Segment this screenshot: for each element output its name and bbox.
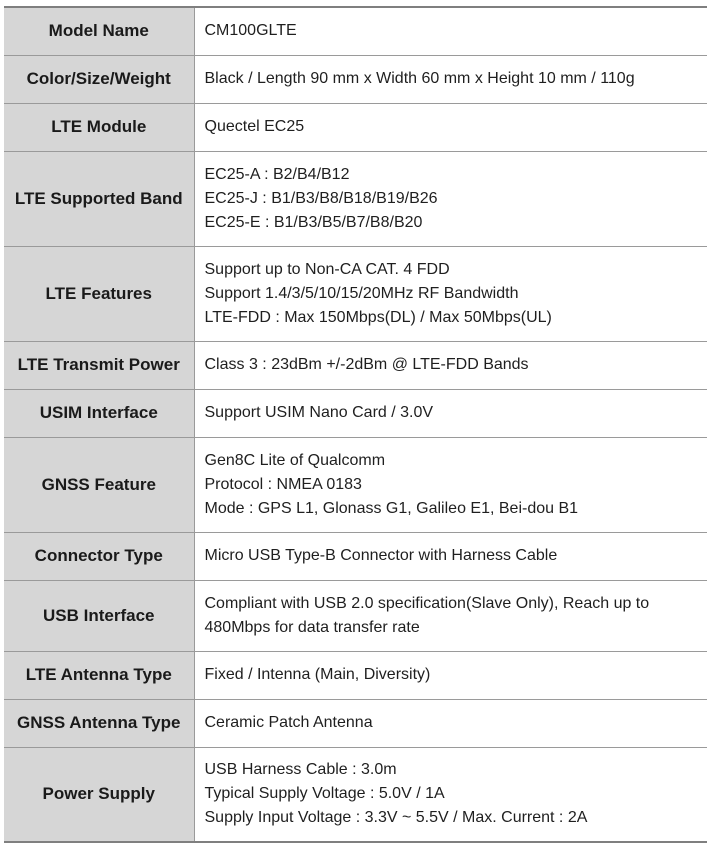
spec-row-gnss-feature (4, 437, 707, 532)
row-label: LTE Features (4, 246, 194, 341)
row-value (194, 341, 707, 389)
value-line: Support USIM Nano Card / 3.0V (204, 404, 434, 421)
row-value (194, 151, 707, 246)
row-label: LTE Transmit Power (4, 341, 194, 389)
row-label: LTE Supported Band (4, 151, 194, 246)
spec-row-lte-supported-band (4, 151, 707, 246)
value-line: Typical Supply Voltage : 5.0V / 1A (204, 785, 445, 803)
value-line: Support up to Non-CA CAT. 4 FDD (204, 260, 450, 278)
row-label: LTE Antenna Type (4, 651, 194, 699)
row-label: Color/Size/Weight (4, 55, 194, 103)
spec-row-lte-features (4, 246, 707, 341)
row-value (194, 437, 707, 532)
value-line: Micro USB Type-B Connector with Harness Cable (204, 547, 558, 564)
value-line: LTE-FDD : Max 150Mbps(DL) / Max 50Mbps(UL) (204, 308, 552, 326)
row-label: USIM Interface (4, 389, 194, 437)
value-line: Fixed / Intenna (Main, Diversity) (204, 666, 431, 683)
spec-row-power-supply (4, 747, 707, 842)
value-line: CM100GLTE (204, 22, 297, 40)
value-line: Compliant with USB 2.0 specification(Slave Only), Reach up to (204, 594, 650, 612)
value-line: EC25-E : B1/B3/B5/B7/B8/B20 (204, 213, 423, 231)
spec-row-model-name (4, 7, 707, 55)
spec-row-lte-transmit-power (4, 341, 707, 389)
value-line: Supply Input Voltage : 3.3V ~ 5.5V / Max. Current : 2A (204, 809, 588, 827)
row-label: Connector Type (4, 532, 194, 580)
row-value (194, 747, 707, 842)
value-line: Protocol : NMEA 0183 (204, 475, 362, 493)
value-line: Black / Length 90 mm x Width 60 mm x Height 10 mm / 110g (204, 70, 635, 87)
spec-row-color-size-weight (4, 55, 707, 103)
value-line: Ceramic Patch Antenna (204, 714, 373, 731)
row-label: Power Supply (4, 747, 194, 842)
spec-row-lte-module (4, 103, 707, 151)
spec-row-usb-interface (4, 580, 707, 651)
row-value (194, 103, 707, 151)
row-label: Model Name (4, 7, 194, 55)
value-line: EC25-J : B1/B3/B8/B18/B19/B26 (204, 189, 438, 207)
row-value (194, 246, 707, 341)
value-line: Quectel EC25 (204, 118, 305, 135)
row-value (194, 389, 707, 437)
value-line: USB Harness Cable : 3.0m (204, 761, 397, 779)
row-label: GNSS Antenna Type (4, 699, 194, 747)
value-line: Mode : GPS L1, Glonass G1, Galileo E1, Bei-dou B1 (204, 499, 579, 517)
spec-table (4, 6, 707, 843)
row-value (194, 55, 707, 103)
row-label: LTE Module (4, 103, 194, 151)
row-value (194, 532, 707, 580)
spec-row-gnss-antenna-type (4, 699, 707, 747)
spec-row-usim-interface (4, 389, 707, 437)
row-value (194, 7, 707, 55)
value-line: EC25-A : B2/B4/B12 (204, 165, 350, 183)
row-value (194, 580, 707, 651)
row-label: USB Interface (4, 580, 194, 651)
value-line: Support 1.4/3/5/10/15/20MHz RF Bandwidth (204, 284, 519, 302)
value-line: Class 3 : 23dBm +/-2dBm @ LTE-FDD Bands (204, 356, 529, 373)
spec-row-lte-antenna-type (4, 651, 707, 699)
row-value (194, 651, 707, 699)
row-label: GNSS Feature (4, 437, 194, 532)
row-value (194, 699, 707, 747)
value-line: 480Mbps for data transfer rate (204, 618, 420, 636)
value-line: Gen8C Lite of Qualcomm (204, 451, 386, 469)
spec-row-connector-type (4, 532, 707, 580)
